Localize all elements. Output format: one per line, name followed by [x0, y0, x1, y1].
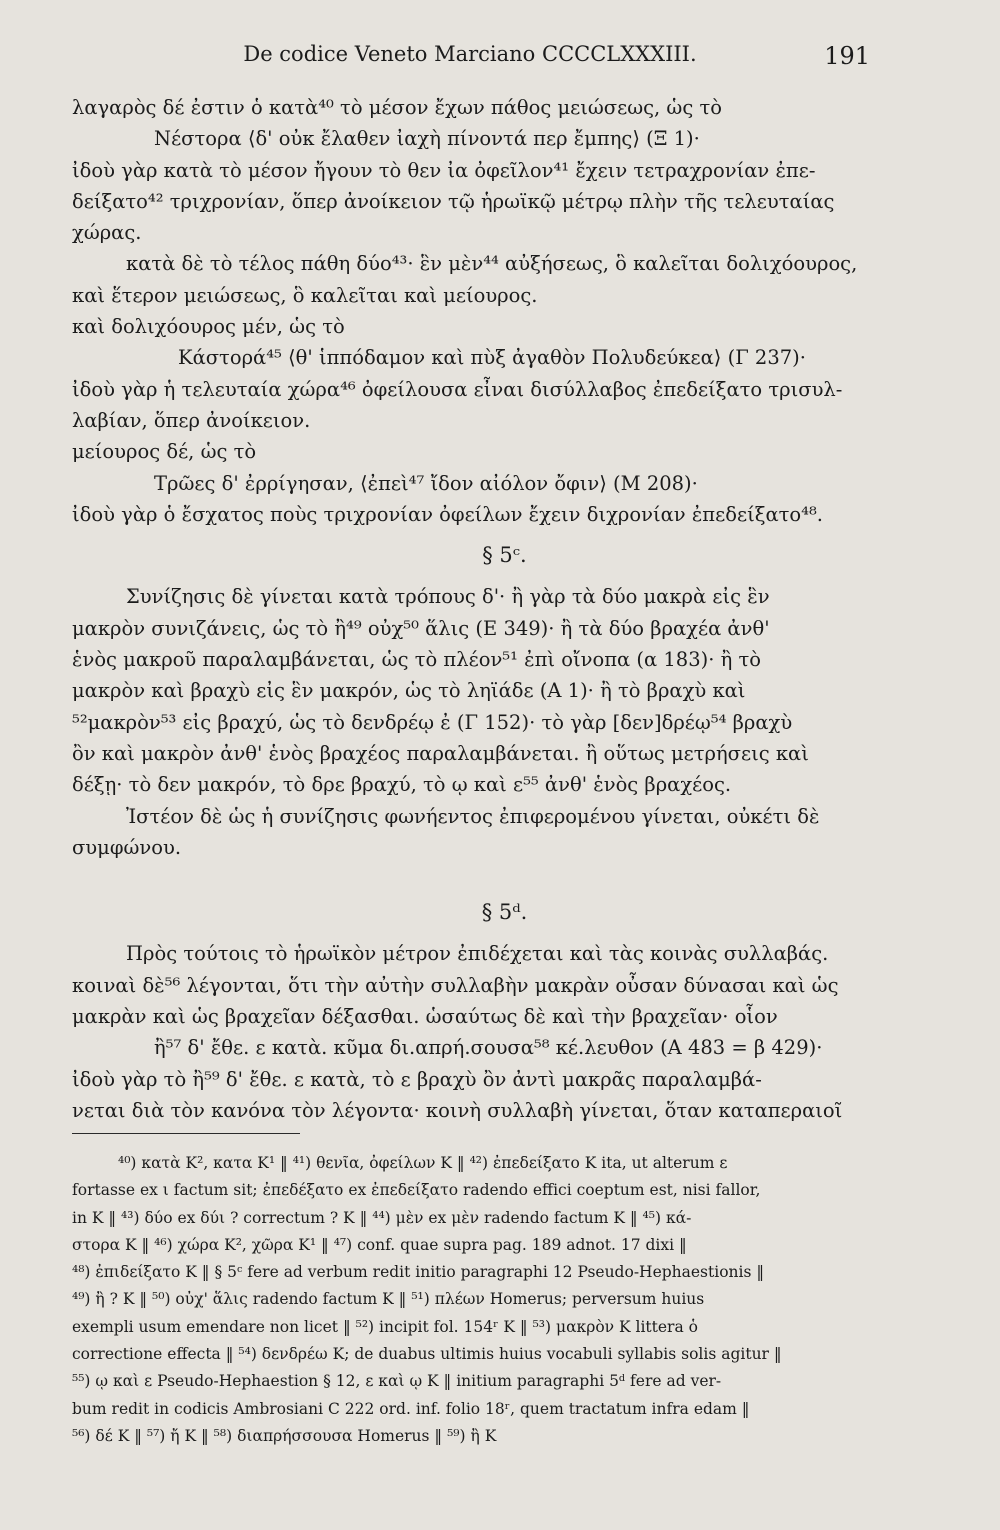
body-line: μείουρος δέ, ὡς τὸ [72, 440, 257, 464]
body-line: καὶ δολιχόουρος μέν, ὡς τὸ [72, 315, 345, 339]
footnote-line: fortasse ex ι factum sit; ἐπεδέξατο ex ἐπεδείξατο radendo effici coeptum est, nisi fallor, [72, 1181, 761, 1200]
footnotes [72, 1150, 867, 1450]
body-line: Πρὸς τούτοις τὸ ἡρωϊκὸν μέτρον ἐπιδέχεται καὶ τὰς κοινὰς συλλαβάς. [126, 942, 829, 966]
body-line: ἰδοὺ γὰρ κατὰ τὸ μέσον ἤγουν τὸ θεν ἰα ὀφεῖλον⁴¹ ἔχειν τετραχρονίαν ἐπε- [72, 158, 816, 182]
body-line: ἰδοὺ γὰρ ὁ ἔσχατος ποὺς τριχρονίαν ὀφείλων ἔχειν διχρονίαν ἐπεδείξατο⁴⁸. [72, 502, 823, 526]
footnote-line: exempli usum emendare non licet ‖ ⁵²) incipit fol. 154ʳ K ‖ ⁵³) μακρὸν K littera ὁ [72, 1317, 698, 1336]
verse-quotation: Κάστορά⁴⁵ ⟨θ' ἱππόδαμον καὶ πὺξ ἀγαθὸν Πολυδεύκεα⟩ (Γ 237)· [178, 346, 806, 370]
body-line: Ἰστέον δὲ ὡς ἡ συνίζησις φωνήεντος ἐπιφερομένου γίνεται, οὐκέτι δὲ [126, 804, 820, 828]
body-line: ἰδοὺ γὰρ τὸ ἢ⁵⁹ δ' ἔθε. ε κατὰ, τὸ ε βραχὺ ὂν ἀντὶ μακρᾶς παραλαμβά- [72, 1067, 762, 1091]
body-line: κατὰ δὲ τὸ τέλος πάθη δύο⁴³· ἓν μὲν⁴⁴ αὐξήσεως, ὃ καλεῖται δολιχόουρος, [126, 252, 858, 276]
body-line: λαβίαν, ὅπερ ἀνοίκειον. [72, 408, 311, 432]
page-number: 191 [824, 42, 870, 70]
footnote-line: ⁴⁰) κατὰ K², κατα K¹ ‖ ⁴¹) θενῖα, ὀφείλων K ‖ ⁴²) ἐπεδείξατο K ita, ut alterum ε [118, 1154, 728, 1172]
body-line: λαγαρὸς δέ ἐστιν ὁ κατὰ⁴⁰ τὸ μέσον ἔχων πάθος μειώσεως, ὡς τὸ [72, 96, 722, 119]
footnote-line: στορα K ‖ ⁴⁶) χώρα K², χῶρα K¹ ‖ ⁴⁷) conf. quae supra pag. 189 adnot. 17 dixi ‖ [72, 1235, 687, 1254]
body-line: δέξῃ· τὸ δεν μακρόν, τὸ δρε βραχύ, τὸ ῳ καὶ ε⁵⁵ ἀνθ' ἑνὸς βραχέος. [72, 773, 732, 797]
body-line: μακρὸν συνιζάνεις, ὡς τὸ ἢ⁴⁹ οὐχ⁵⁰ ἅλις (Ε 349)· ἢ τὰ δύο βραχέα ἀνθ' [72, 616, 770, 640]
body-line: ὂν καὶ μακρὸν ἀνθ' ἑνὸς βραχέος παραλαμβάνεται. ἢ οὕτως μετρήσεις καὶ [72, 741, 809, 765]
body-line: κοιναὶ δὲ⁵⁶ λέγονται, ὅτι τὴν αὐτὴν συλλαβὴν μακρὰν οὖσαν δύνασαι καὶ ὡς [72, 973, 839, 997]
footnote-line: ⁴⁹) ἢ ? K ‖ ⁵⁰) οὐχ' ἅλις radendo factum K ‖ ⁵¹) πλέων Homerus; perversum huius [72, 1290, 705, 1309]
body-line: χώρας. [72, 221, 142, 245]
main-text [72, 92, 867, 1126]
body-line: ἑνὸς μακροῦ παραλαμβάνεται, ὡς τὸ πλέον⁵¹ ἐπὶ οἴνοπα (α 183)· ἢ τὸ [72, 648, 762, 672]
footnote-line: bum redit in codicis Ambrosiani C 222 ord. inf. folio 18ʳ, quem tractatum infra edam ‖ [72, 1399, 750, 1418]
section-heading: § 5ᵈ. [481, 900, 528, 925]
footnote-line: ⁵⁶) δέ K ‖ ⁵⁷) ἤ K ‖ ⁵⁸) διαπρήσσουσα Homerus ‖ ⁵⁹) ἢ K [72, 1426, 497, 1445]
section-heading: § 5ᶜ. [482, 543, 527, 568]
body-line: ⁵²μακρὸν⁵³ εἰς βραχύ, ὡς τὸ δενδρέῳ ἐ (Γ 152)· τὸ γὰρ [δεν]δρέῳ⁵⁴ βραχὺ [72, 710, 793, 734]
verse-quotation: ἢ⁵⁷ δ' ἔθε. ε κατὰ. κῦμα δι.απρή.σουσα⁵⁸ κέ.λευθον (Α 483 = β 429)· [154, 1036, 823, 1060]
footnote-line: ⁴⁸) ἐπιδείξατο K ‖ § 5ᶜ fere ad verbum redit initio paragraphi 12 Pseudo-Hephaestionis ‖ [72, 1263, 765, 1282]
footnote-line: ⁵⁵) ῳ καὶ ε Pseudo-Hephaestion § 12, ε καὶ ῳ K ‖ initium paragraphi 5ᵈ fere ad ver- [72, 1372, 722, 1391]
running-header [70, 42, 870, 76]
body-line: ἰδοὺ γὰρ ἡ τελευταία χώρα⁴⁶ ὀφείλουσα εἶναι δισύλλαβος ἐπεδείξατο τρισυλ- [72, 377, 843, 401]
body-line: συμφώνου. [72, 835, 182, 859]
verse-quotation: Νέστορα ⟨δ' οὐκ ἔλαθεν ἰαχὴ πίνοντά περ ἔμπης⟩ (Ξ 1)· [154, 127, 700, 151]
body-line: μακρὸν καὶ βραχὺ εἰς ἓν μακρόν, ὡς τὸ ληϊάδε (Α 1)· ἢ τὸ βραχὺ καὶ [72, 679, 746, 703]
body-line: καὶ ἕτερον μειώσεως, ὃ καλεῖται καὶ μείουρος. [72, 283, 538, 307]
body-line: δείξατο⁴² τριχρονίαν, ὅπερ ἀνοίκειον τῷ ἡρωϊκῷ μέτρῳ πλὴν τῆς τελευταίας [72, 189, 835, 213]
body-line: μακρὰν καὶ ὡς βραχεῖαν δέξασθαι. ὡσαύτως δὲ καὶ τὴν βραχεῖαν· οἷον [72, 1005, 778, 1029]
footnote-line: in K ‖ ⁴³) δύο ex δύι ? correctum ? K ‖ ⁴⁴) μὲν ex μὲν radendo factum K ‖ ⁴⁵) κά- [72, 1208, 692, 1227]
footnote-line: correctione effecta ‖ ⁵⁴) δενδρέω K; de duabus ultimis huius vocabuli syllabis solis agitur ‖ [72, 1345, 782, 1364]
body-line: Συνίζησις δὲ γίνεται κατὰ τρόπους δ'· ἢ γὰρ τὰ δύο μακρὰ εἰς ἓν [126, 585, 770, 609]
body-line: νεται διὰ τὸν κανόνα τὸν λέγοντα· κοινὴ συλλαβὴ γίνεται, ὅταν καταπεραιοῖ [72, 1098, 843, 1122]
footnote-divider [72, 1133, 300, 1134]
running-title: De codice Veneto Marciano CCCCLXXXIII. [243, 42, 697, 66]
verse-quotation: Τρῶες δ' ἐρρίγησαν, ⟨ἐπεὶ⁴⁷ ἴδον αἰόλον ὄφιν⟩ (Μ 208)· [154, 471, 698, 495]
